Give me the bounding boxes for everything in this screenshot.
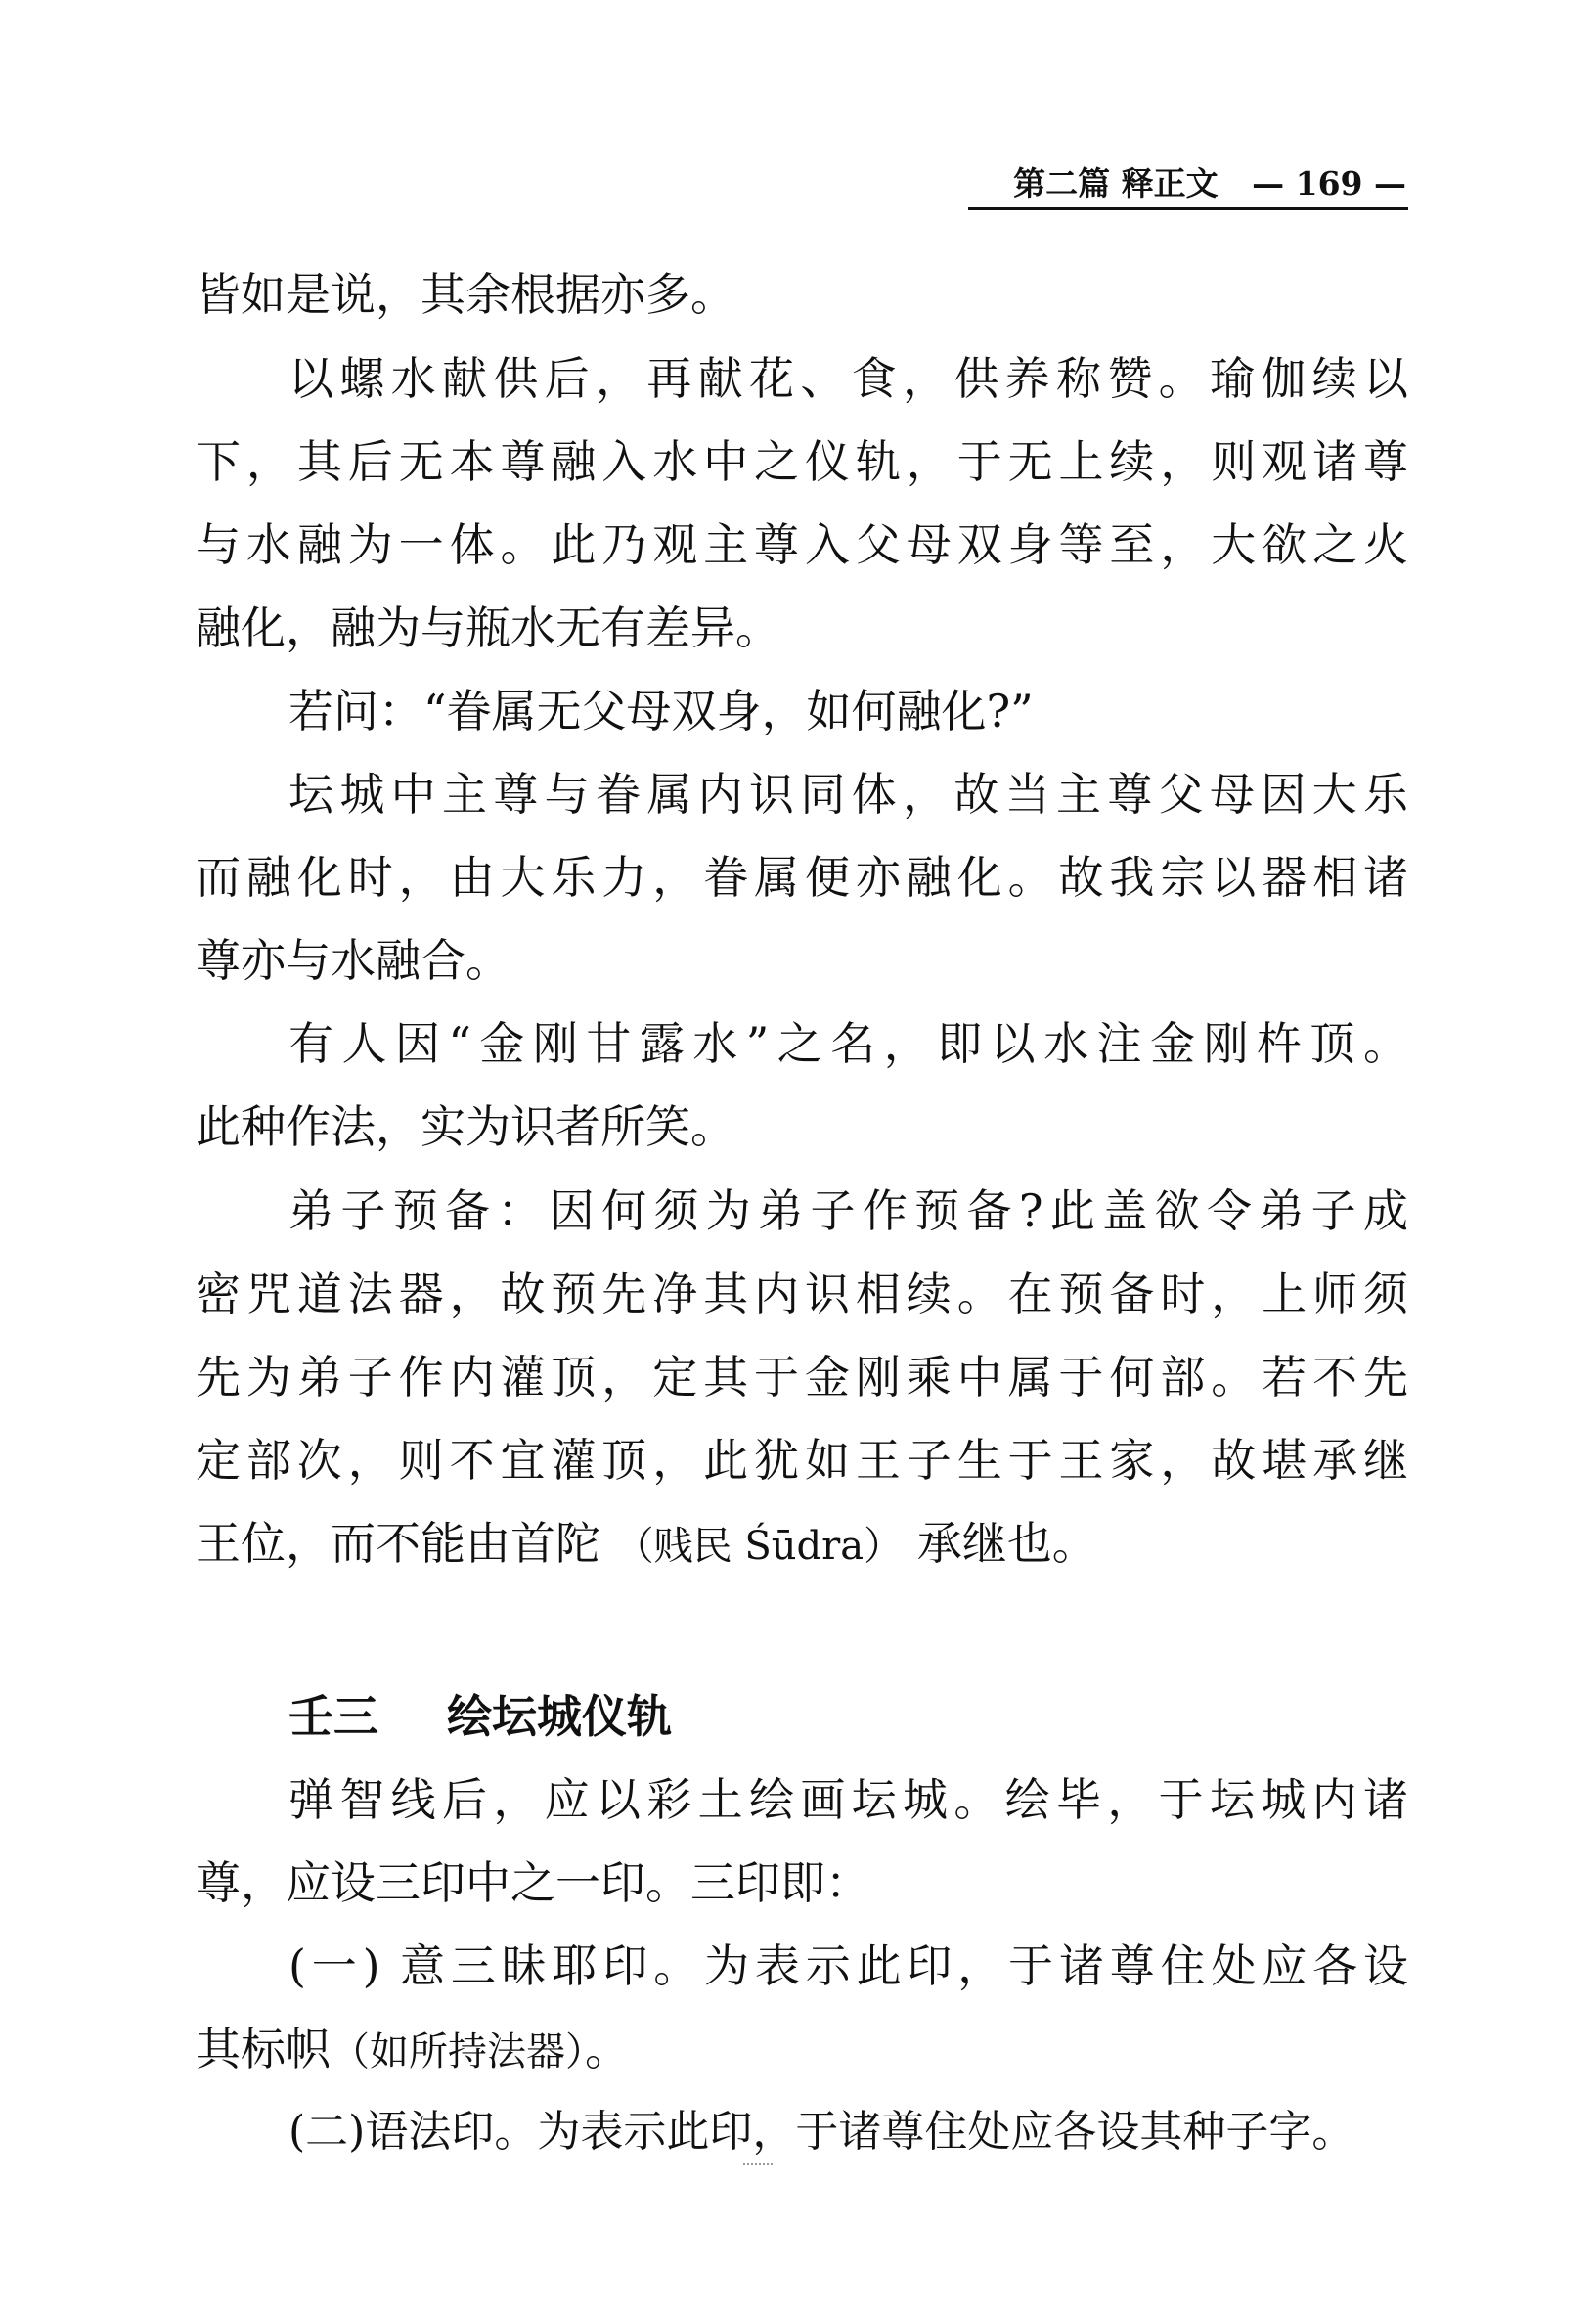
text-line: 密咒道法器，故预先净其内识相续。在预备时，上师须 [196, 1268, 1408, 1320]
inline-note: （贱民 Śūdra） [614, 1524, 904, 1569]
text-line: 下，其后无本尊融入水中之仪轨，于无上续，则观诸尊 [196, 435, 1408, 488]
text-line: 定部次，则不宜灌顶，此犹如王子生于王家，故堪承继 [196, 1434, 1408, 1487]
text-run: 王位，而不能由首陀 [196, 1517, 600, 1570]
text-run: 其标帜 [196, 2023, 331, 2075]
text-line [196, 1509, 1097, 1578]
header-chapter: 第二篇 释正文 [1013, 164, 1219, 202]
text-line: 皆如是说，其余根据亦多。 [196, 268, 735, 321]
text-run: 。 [585, 2023, 630, 2075]
running-header [968, 166, 1406, 211]
text-line: 弹智线后，应以彩土绘画坛城。绘毕，于坛城内诸 [288, 1773, 1408, 1826]
text-line: 与水融为一体。此乃观主尊入父母双身等至，大欲之火 [196, 518, 1408, 571]
text-line: 融化，融为与瓶水无有差异。 [196, 602, 780, 654]
section-title: 绘坛城仪轨 [447, 1690, 672, 1743]
text-line: 以螺水献供后，再献花、食，供养称赞。瑜伽续以 [288, 352, 1408, 405]
text-line: 尊，应设三印中之一印。三印即： [196, 1856, 870, 1909]
text-line: 尊亦与水融合。 [196, 934, 510, 987]
text-line: 而融化时，由大乐力，眷属便亦融化。故我宗以器相诸 [196, 851, 1408, 904]
header-page-number: — 169 — [1252, 164, 1406, 202]
text-line [196, 2015, 630, 2083]
scan-mark [743, 2163, 773, 2171]
text-line: (二)语法印。为表示此印，于诸尊住处应各设其种子字。 [288, 2107, 1355, 2157]
header-rule [968, 207, 1408, 210]
section-heading [288, 1682, 672, 1751]
text-run: 承继也。 [916, 1517, 1097, 1570]
text-line: 坛城中主尊与眷属内识同体，故当主尊父母因大乐 [288, 768, 1408, 821]
section-number: 壬三 [288, 1690, 378, 1743]
text-line: 有人因“金刚甘露水”之名，即以水注金刚杵顶。 [288, 1017, 1408, 1070]
text-line: 若问：“眷属无父母双身，如何融化?” [288, 685, 1034, 737]
text-line: (一) 意三昧耶印。为表示此印，于诸尊住处应各设 [288, 1939, 1408, 1992]
inline-note: （如所持法器） [331, 2029, 585, 2074]
text-line: 弟子预备：因何须为弟子作预备?此盖欲令弟子成 [288, 1184, 1408, 1237]
text-line: 此种作法，实为识者所笑。 [196, 1100, 735, 1153]
text-line: 先为弟子作内灌顶，定其于金刚乘中属于何部。若不先 [196, 1351, 1408, 1404]
